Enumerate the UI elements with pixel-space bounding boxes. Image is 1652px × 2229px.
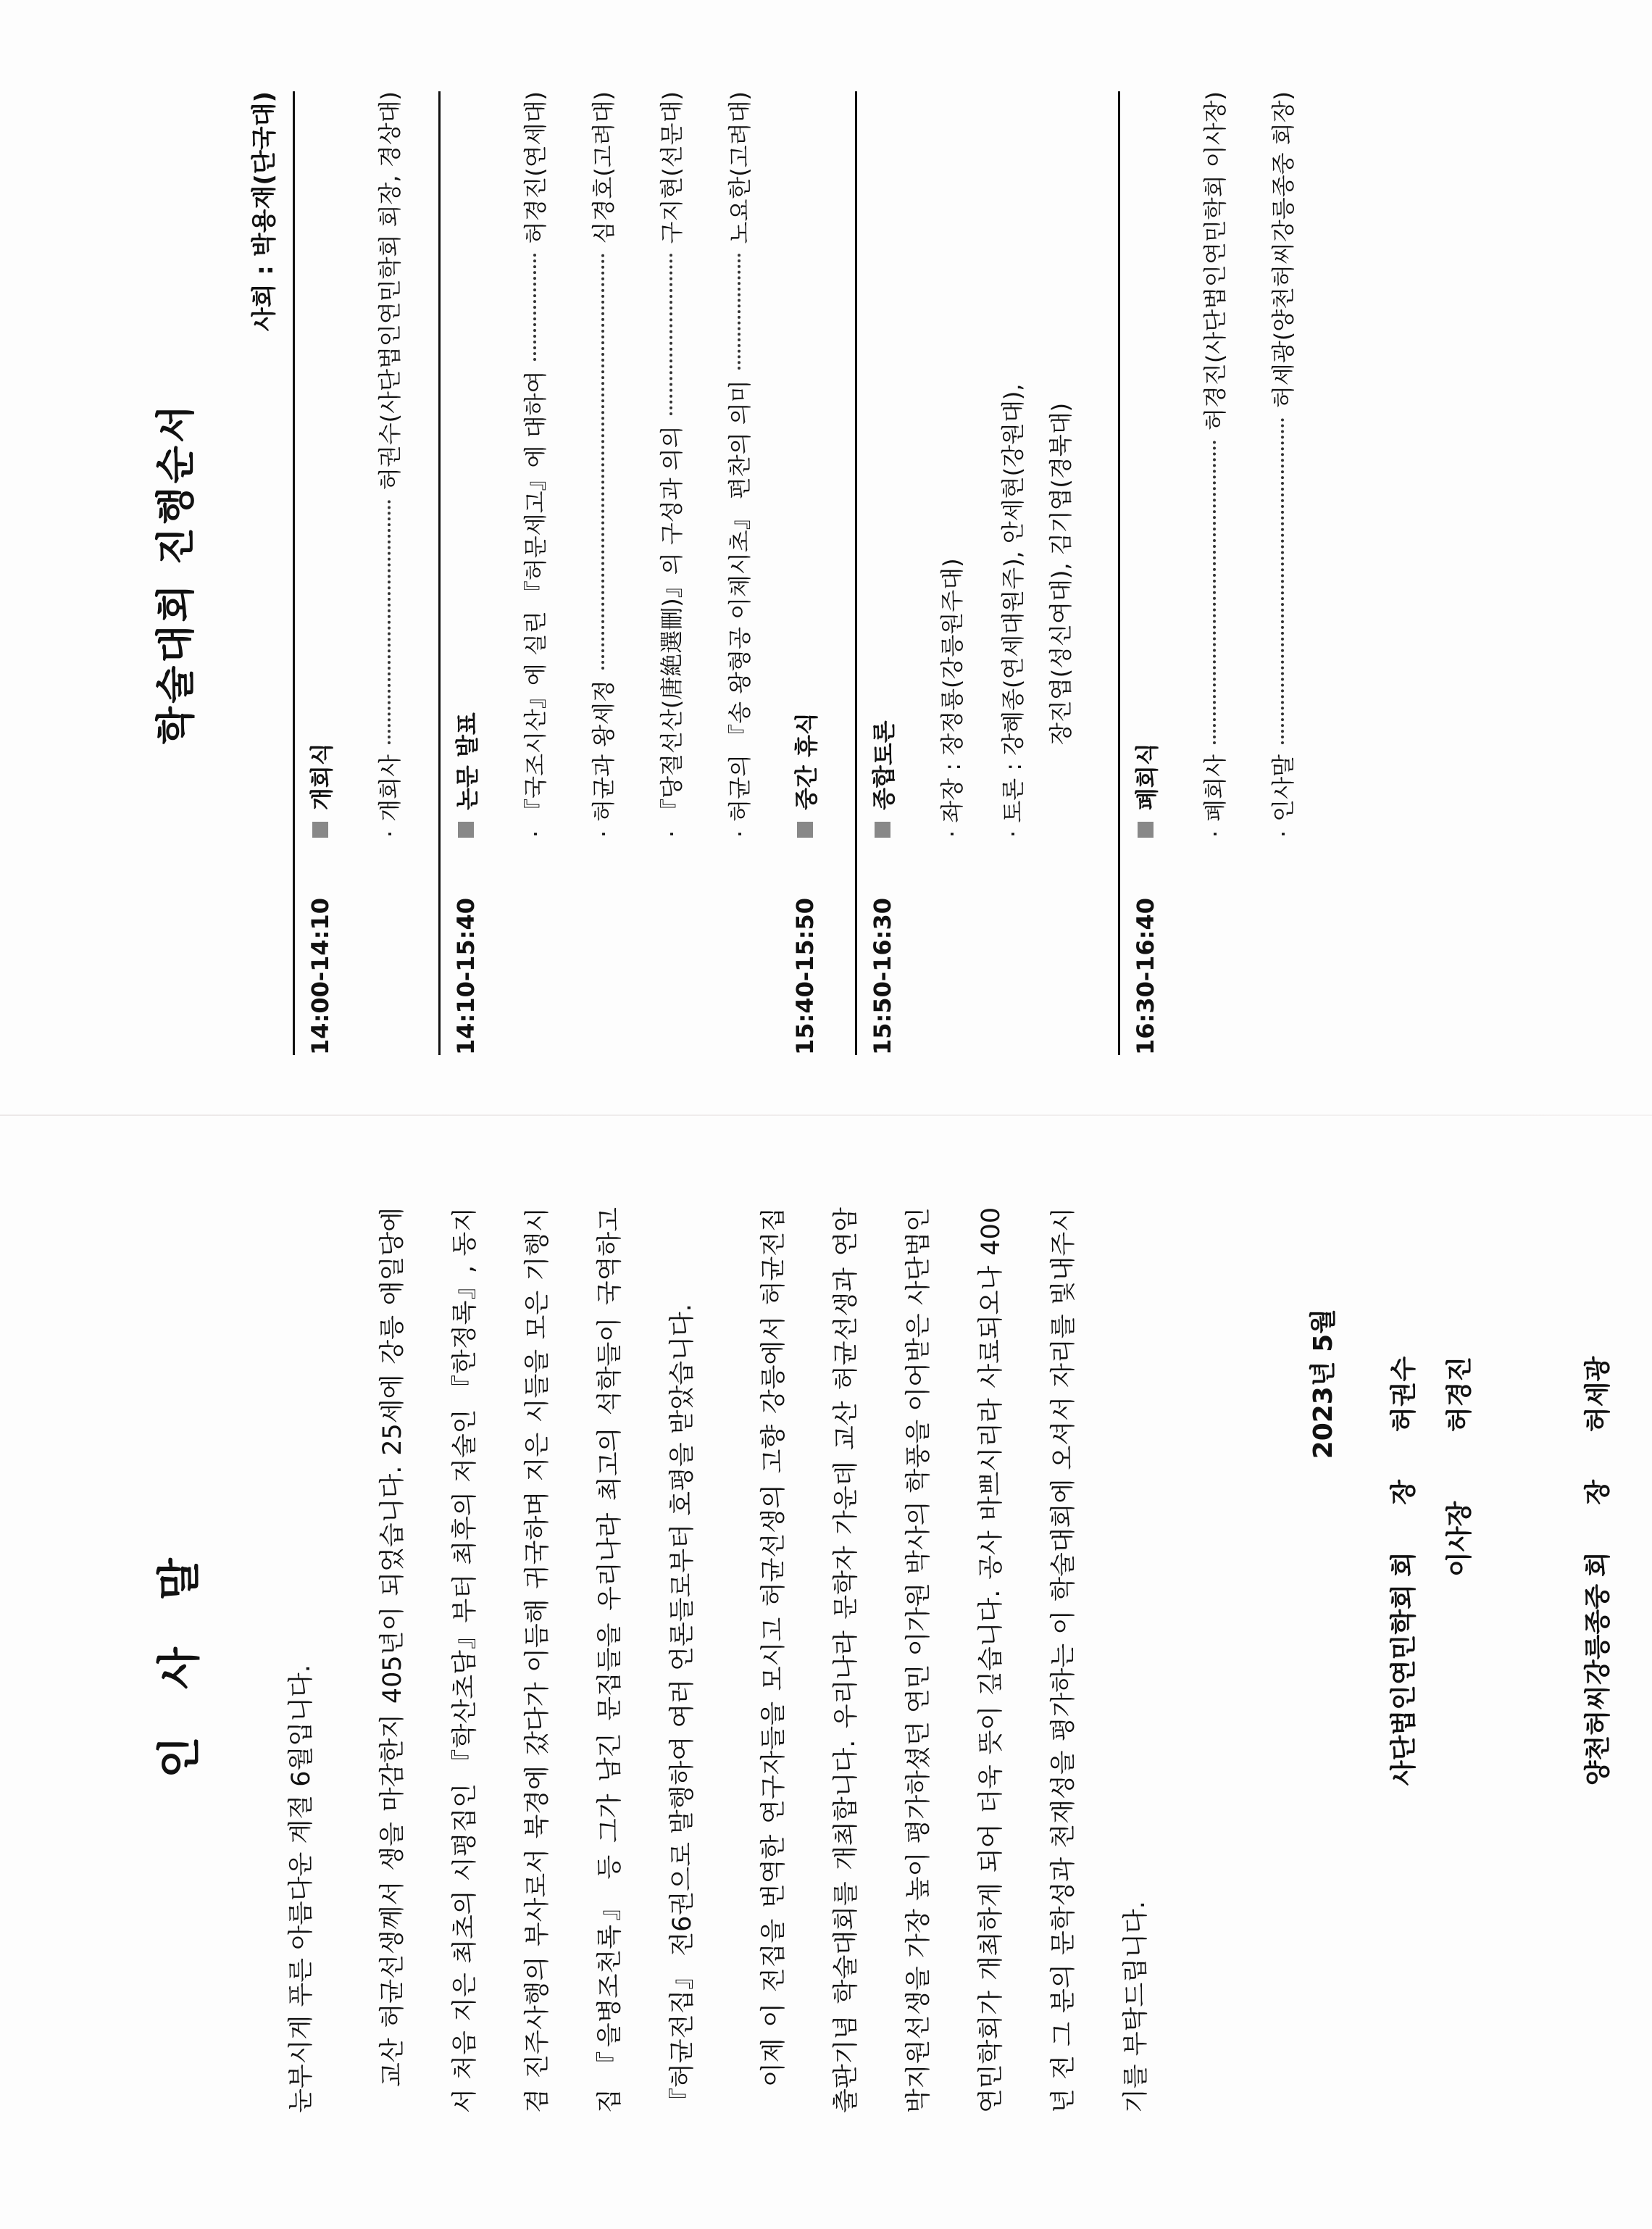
square-bullet-icon xyxy=(797,822,813,838)
program-panel xyxy=(145,91,1558,1055)
dot-leader xyxy=(533,254,536,360)
item-label: 인사말 xyxy=(1269,754,1297,822)
signature-name: 허권수 xyxy=(1389,1356,1419,1432)
item-person: 심경호(고려대) xyxy=(590,91,617,244)
dot-leader xyxy=(1213,441,1216,744)
greeting-paragraph: 눈부시게 푸른 아름다운 계절 6월입니다. xyxy=(287,1665,316,2113)
greeting-panel xyxy=(145,1207,1613,2113)
signature-role: 이사장 xyxy=(1445,1501,1474,1577)
signature-role: 회 장 xyxy=(1583,1460,1613,1577)
chair-line: · 좌장 : 장정룡(강릉원주대) xyxy=(938,558,966,838)
item-label: 『국조시산』에 실린 『허문세고』에 대하여 xyxy=(522,370,549,822)
panel-line-continued: 장진엽(성신여대), 김기엽(경북대) xyxy=(1047,402,1075,745)
program-section xyxy=(855,91,1085,1055)
greeting-title: 인 사 말 xyxy=(154,1542,205,1778)
section-time: 14:00-14:10 xyxy=(306,898,334,1055)
square-bullet-icon xyxy=(1138,822,1154,838)
item-person: 허경진(사단법인연민학회 이사장) xyxy=(1201,91,1229,430)
program-item: · 허균의 『송 왕형공 이체시초』 편찬의 의미 노요한(고려대) xyxy=(722,91,755,1055)
section-name: 논문 발표 xyxy=(454,712,481,810)
section-time: 15:40-15:50 xyxy=(791,898,819,1055)
panel-line: · 토론 : 강혜종(연세대원주), 안세현(강원대), xyxy=(999,383,1027,838)
section-time: 16:30-16:40 xyxy=(1132,898,1159,1055)
program-section xyxy=(788,91,822,1055)
greeting-paragraph: 이제 이 전집을 번역한 연구자들을 모시고 허균선생의 고향 강릉에서 허균전집 출판기념 학술대회를 개최합니다. 우리나라 문학자 가운데 교산 허균선생과 연암 박지원선생을 가장 높이 평가하셨던 연민 이가원 박사의 학풍을 이어받은 사단법인연민학회가 개최하게 되어 더욱 뜻이 깊습니다. 공사 바쁘시리라 사료되오나 400년 전 그 분의 문학성과 천재성을 평가하는 이 학술대회에 오셔서 자리를 빛내주시기를 부탁드립니다. xyxy=(759,1207,1151,2113)
item-label: 『당절선산(唐絶選刪)』의 구성과 의의 xyxy=(658,425,685,822)
signature-name: 허세광 xyxy=(1583,1356,1613,1432)
dot-leader xyxy=(601,254,604,670)
section-time: 14:10-15:40 xyxy=(452,898,480,1055)
dot-leader xyxy=(388,500,391,744)
item-person: 노요한(고려대) xyxy=(726,91,754,244)
fold-line xyxy=(0,1114,1652,1116)
greeting-paragraph: 교산 허균선생께서 생을 마감한지 405년이 되었습니다. 25세에 강릉 애일당에서 처음 지은 최초의 시평집인 『학산초담』부터 최후의 저술인 『한정록』, 동지 겸 진주사행의 부사로서 북경에 갔다가 이듬해 귀국하며 지은 시들을 모은 기행시집 『을병조천록』 등 그가 남긴 문집들을 우리나라 최고의 석학들이 국역하고 『허균전집』 전6권으로 발행하여 여러 언론들로부터 호평을 받았습니다. xyxy=(378,1207,697,2113)
signature-line xyxy=(1439,1207,1476,2113)
section-name: 종합토론 xyxy=(870,720,898,810)
program-section xyxy=(438,91,755,1055)
program-item: · 폐회사 허경진(사단법인연민학회 이사장) xyxy=(1197,91,1230,1055)
dot-leader xyxy=(1281,418,1284,744)
item-person: 허권수(사단법인연민학회 회장, 경상대) xyxy=(376,91,404,491)
signature-role: 회 장 xyxy=(1389,1460,1419,1577)
item-person: 허경진(연세대) xyxy=(522,91,549,244)
program-section xyxy=(293,91,405,1055)
square-bullet-icon xyxy=(312,822,328,838)
item-person: 구지현(선문대) xyxy=(658,91,685,244)
signature-name: 허경진 xyxy=(1445,1356,1474,1432)
signature-org: 사단법인연민학회 xyxy=(1389,1584,1419,1786)
program-item: · 『당절선산(唐絶選刪)』의 구성과 의의 구지현(선문대) xyxy=(654,91,687,1055)
item-label: 허균의 『송 왕형공 이체시초』 편찬의 의미 xyxy=(726,380,754,822)
greeting-date: 2023년 5월 xyxy=(1309,1309,1338,1459)
signature-org: 양천허씨강릉종중 xyxy=(1583,1584,1613,1786)
section-name: 폐회식 xyxy=(1133,743,1161,810)
section-name: 중간 휴식 xyxy=(793,712,820,810)
program-section xyxy=(1118,91,1298,1055)
item-label: 폐회사 xyxy=(1201,754,1229,822)
program-item: · 허균과 왕세정 심경호(고려대) xyxy=(585,91,619,1055)
square-bullet-icon xyxy=(458,822,474,838)
dot-leader xyxy=(738,254,741,370)
signature-line xyxy=(1383,1207,1420,2113)
square-bullet-icon xyxy=(875,822,890,838)
section-time: 15:50-16:30 xyxy=(869,898,896,1055)
item-person: 허세광(양천허씨강릉종중 회장) xyxy=(1269,91,1297,408)
item-label: 허균과 왕세정 xyxy=(590,680,617,822)
program-title: 학술대회 진행순서 xyxy=(153,401,199,745)
dot-leader xyxy=(669,254,672,415)
item-label: 개회사 xyxy=(376,754,404,822)
program-item: · 인사말 허세광(양천허씨강릉종중 회장) xyxy=(1265,91,1298,1055)
program-item: · 『국조시산』에 실린 『허문세고』에 대하여 허경진(연세대) xyxy=(517,91,551,1055)
discussion-block xyxy=(928,91,1085,1055)
program-mc: 사회 : 박용재(단국대) xyxy=(250,91,279,332)
section-name: 개회식 xyxy=(308,743,335,810)
program-item: · 개회사 허권수(사단법인연민학회 회장, 경상대) xyxy=(372,91,405,1055)
signature-line xyxy=(1577,1207,1614,2113)
